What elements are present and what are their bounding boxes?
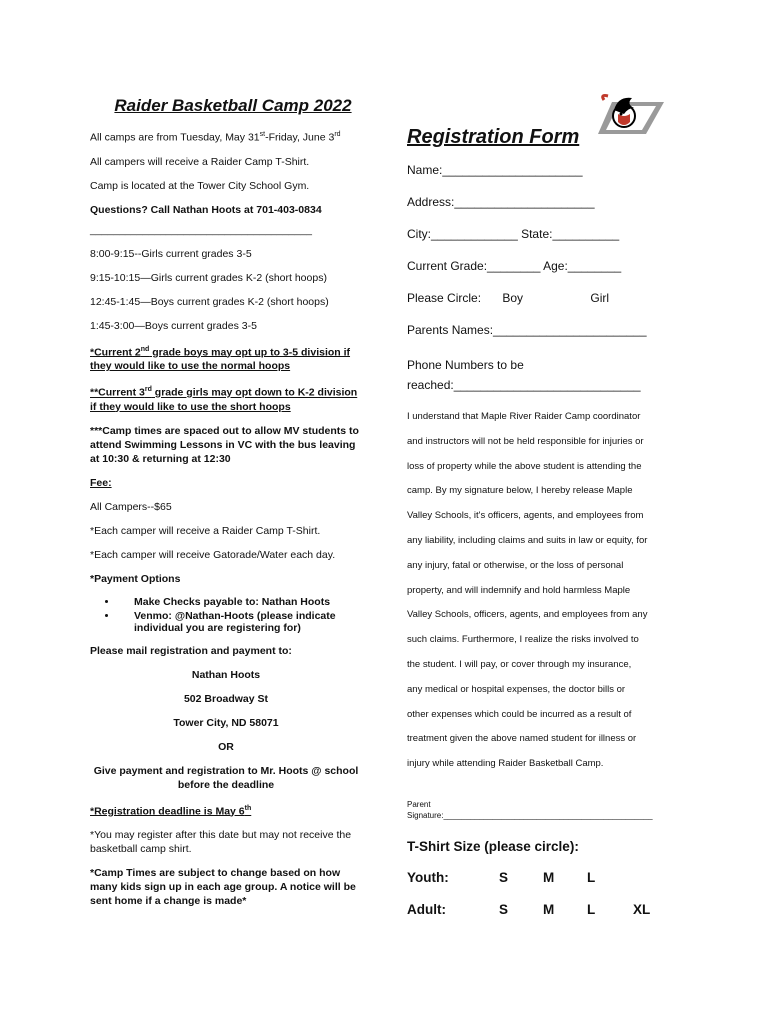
shirt-note: All campers will receive a Raider Camp T-Shirt. [90, 155, 310, 168]
note-girls: **Current 3rd grade girls may opt down to K-2 division if they would like to use the short hoops [90, 386, 358, 413]
youth-size-l[interactable]: L [587, 869, 596, 885]
fee-heading: Fee: [90, 476, 112, 489]
release-line: injury while attending Raider Basketball Camp. [407, 758, 604, 770]
release-line: any liability, including claims and suits in law or equity, for [407, 534, 648, 546]
release-line: property, and will indemnify and hold harmless Maple [407, 584, 631, 596]
youth-label: Youth: [407, 869, 449, 885]
deadline: *Registration deadline is May 6th [90, 804, 252, 817]
adult-sizes-row [407, 902, 697, 918]
payment-heading: *Payment Options [90, 572, 181, 585]
circle-girl[interactable]: Girl [590, 291, 610, 305]
adult-size-xl[interactable]: XL [633, 901, 651, 917]
signature-line[interactable]: Signature:_______________________________________________ [407, 810, 653, 820]
camp-info-column [90, 96, 362, 918]
registration-title: Registration Form [407, 126, 580, 148]
grade-age-field[interactable]: Current Grade:________ Age:________ [407, 259, 622, 273]
city-state-field[interactable]: City:_____________ State:__________ [407, 227, 620, 241]
divider: ______________________________________ [90, 223, 312, 236]
adult-size-l[interactable]: L [587, 901, 596, 917]
release-line: such claims. Furthermore, I realize the risks involved to [407, 634, 639, 646]
payment-options [90, 596, 362, 634]
release-text [407, 405, 697, 777]
fee-gatorade: *Each camper will receive Gatorade/Water each day. [90, 548, 336, 561]
payment-venmo: • Venmo: @Nathan-Hoots (please indicate individual you are registering for) [118, 610, 362, 634]
address-field[interactable]: Address:_____________________ [407, 195, 595, 209]
youth-size-m[interactable]: M [543, 869, 555, 885]
release-line: Valley Schools, it's officers, agents, and employees from [407, 510, 644, 522]
gender-circle-row [407, 291, 697, 305]
release-line: and instructors will not be held responsible for injuries or [407, 435, 644, 447]
tshirt-heading: T-Shirt Size (please circle): [407, 838, 579, 854]
change-note: *Camp Times are subject to change based on how many kids sign up in each age group. A notice will be sent home if a change is made* [90, 867, 356, 907]
schedule-1: 9:15-10:15—Girls current grades K-2 (short hoops) [90, 271, 327, 284]
late-note: *You may register after this date but may not receive the basketball camp shirt. [90, 829, 352, 855]
schedule-2: 12:45-1:45—Boys current grades K-2 (short hoops) [90, 295, 329, 308]
fee-shirt: *Each camper will receive a Raider Camp T-Shirt. [90, 524, 321, 537]
release-line: any medical or hospital expenses, the doctor bills or [407, 683, 626, 695]
release-line: I understand that Maple River Raider Camp coordinator [407, 411, 641, 422]
address-or: OR [218, 740, 234, 753]
adult-size-m[interactable]: M [543, 901, 555, 917]
registration-form [407, 126, 697, 918]
signature-block [407, 799, 697, 821]
payment-check: • Make Checks payable to: Nathan Hoots [118, 596, 362, 608]
circle-boy[interactable]: Boy [502, 291, 524, 305]
parents-field[interactable]: Parents Names:_______________________ [407, 323, 647, 337]
give-payment: Give payment and registration to Mr. Hoots @ school before the deadline [93, 764, 359, 791]
release-line: other expenses which could be incurred as a result of [407, 708, 632, 720]
questions: Questions? Call Nathan Hoots at 701-403-0834 [90, 203, 322, 216]
release-line: Valley Schools, officers, agents, and employees from any [407, 609, 648, 621]
youth-size-s[interactable]: S [499, 869, 509, 885]
phone-field[interactable]: Phone Numbers to be reached:____________________________ [407, 358, 641, 392]
camp-dates: All camps are from Tuesday, May 31st-Friday, June 3rd [90, 131, 341, 144]
schedule-3: 1:45-3:00—Boys current grades 3-5 [90, 319, 257, 332]
note-boys: *Current 2nd grade boys may opt up to 3-5 division if they would like to use the normal hoops [90, 345, 351, 372]
youth-sizes-row [407, 870, 697, 886]
address-street: 502 Broadway St [183, 692, 269, 705]
release-line: the student. I will pay, or cover through my insurance, [407, 658, 632, 670]
note-swimming: ***Camp times are spaced out to allow MV students to attend Swimming Lessons in VC with the bus leaving at 10:30 & returning at 12:30 [90, 424, 359, 465]
circle-label: Please Circle: [407, 291, 482, 305]
name-field[interactable]: Name:_____________________ [407, 163, 583, 177]
fee-amount: All Campers--$65 [90, 500, 172, 513]
adult-label: Adult: [407, 901, 446, 917]
release-line: loss of property while the above student is attending the [407, 460, 642, 472]
release-line: any injury, fatal or otherwise, or the loss of personal [407, 559, 624, 571]
mail-heading: Please mail registration and payment to: [90, 644, 292, 657]
adult-size-s[interactable]: S [499, 901, 509, 917]
release-line: camp. By my signature below, I hereby release Maple [407, 485, 633, 497]
address-city: Tower City, ND 58071 [173, 716, 279, 729]
location: Camp is located at the Tower City School Gym. [90, 179, 310, 192]
schedule-0: 8:00-9:15--Girls current grades 3-5 [90, 247, 252, 260]
signature-label: Parent [407, 799, 431, 809]
camp-title: Raider Basketball Camp 2022 [114, 96, 352, 115]
address-name: Nathan Hoots [191, 668, 261, 681]
release-line: treatment given the above named student for illness or [407, 733, 637, 745]
